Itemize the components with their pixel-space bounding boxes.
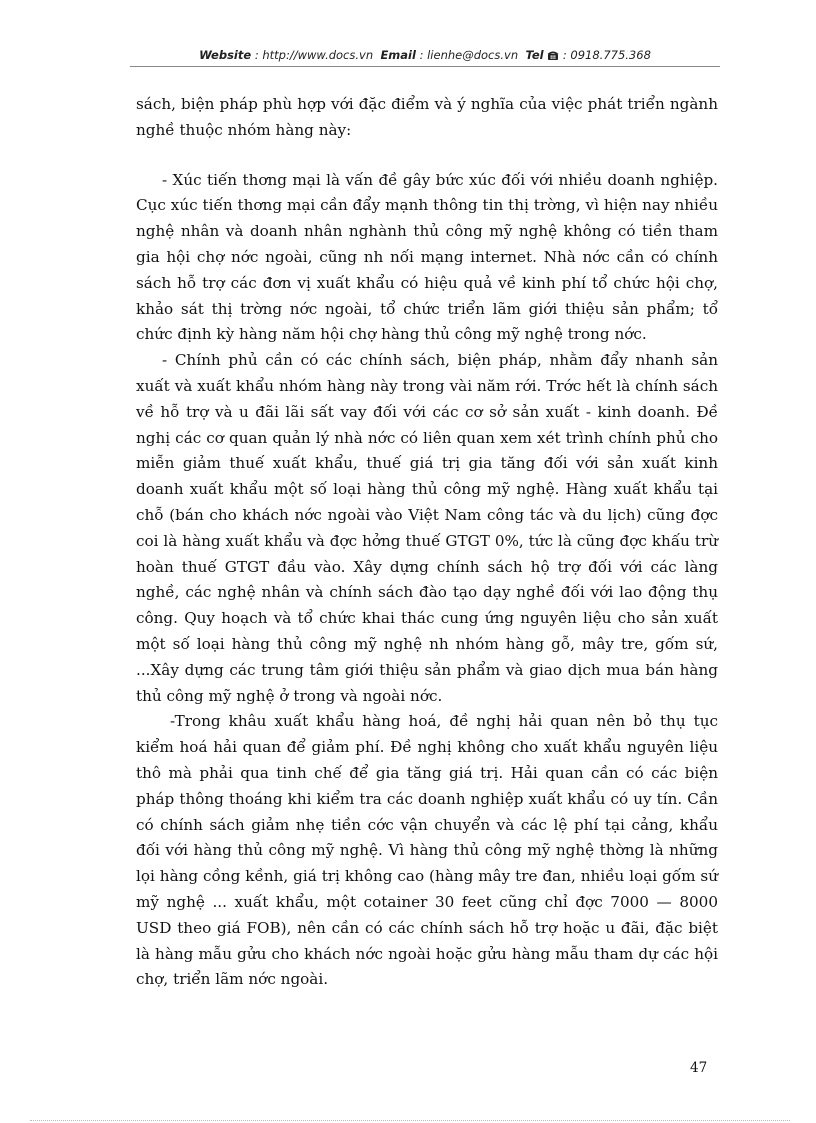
header-divider <box>130 66 720 67</box>
website-label: Website <box>199 48 252 62</box>
paragraph-customs-export: -Trong khâu xuất khẩu hàng hoá, đề nghị hải quan nên bỏ thụ tục kiểm hoá hải quan để giảm phí. Đề nghị không cho xuất khẩu nguyên liệu thô mà phải qua tinh chế để gia tăng giá trị. Hải quan cần có các biện pháp thông thoáng khi kiểm tra các doanh nghiệp xuất khẩu có uy tín. Cần có chính sách giảm nhẹ tiền cớc vận chuyển và các lệ phí tại cảng, khẩu đối với hàng thủ công mỹ nghệ. Vì hàng thủ công mỹ nghệ thờng là những lọi hàng cồng kềnh, giá trị không cao (hàng mây tre đan, nhiều loại gốm sứ mỹ nghệ ... xuất khẩu, một cotainer 30 feet cũng chỉ đợc 7000 — 8000 USD theo giá FOB), nên cần có các chính sách hỗ trợ hoặc u đãi, đặc biệt là hàng mẫu gửu cho khách nớc ngoài hoặc gửu hàng mẫu tham dự các hội chợ, triển lãm nớc ngoài. <box>136 712 718 989</box>
page-number: 47 <box>690 1060 708 1076</box>
tel-label: Tel <box>525 48 544 62</box>
footer-divider <box>30 1120 790 1121</box>
paragraph-trade-promotion: - Xúc tiến thơng mại là vấn đề gây bức xúc đối với nhiều doanh nghiệp. Cục xúc tiến thơng mại cần đẩy mạnh thông tin thị trờng, vì hiện nay nhiều nghệ nhân và doanh nhân nghành thủ công mỹ nghệ không có tiền tham gia hội chợ nớc ngoài, cũng nh nối mạng internet. Nhà nớc cần có chính sách hỗ trợ các đơn vị xuất khẩu có hiệu quả về kinh phí tổ chức hội chợ, khảo sát thị trờng nớc ngoài, tổ chức triển lãm giới thiệu sản phẩm; tổ chức định kỳ hàng năm hội chợ hàng thủ công mỹ nghệ trong nớc. <box>136 170 718 344</box>
page-header <box>130 48 720 64</box>
phone-icon <box>547 50 559 64</box>
email-label: Email <box>380 48 416 62</box>
website-value: : http://www.docs.vn <box>254 48 374 62</box>
document-body <box>136 92 718 993</box>
email-value: : lienhe@docs.vn <box>419 48 519 62</box>
paragraph-government-policy: - Chính phủ cần có các chính sách, biện pháp, nhằm đẩy nhanh sản xuất và xuất khẩu nhóm hàng này trong vài năm rới. Trớc hết là chính sách về hỗ trợ và u đãi lãi sất vay đối với các cơ sở sản xuất - kinh doanh. Đề nghị các cơ quan quản lý nhà nớc có liên quan xem xét trình chính phủ cho miễn giảm thuế xuất khẩu, thuế giá trị gia tăng đối với sản xuất kinh doanh xuất khẩu một số loại hàng thủ công mỹ nghệ. Hàng xuất khẩu tại chỗ (bán cho khách nớc ngoài vào Việt Nam công tác và du lịch) cũng đợc coi là hàng xuất khẩu và đợc hởng thuế GTGT 0%, tức là cũng đợc khấu trừ hoàn thuế GTGT đầu vào. Xây dựng chính sách hộ trợ đối với các làng nghề, các nghệ nhân và chính sách đào tạo dạy nghề đối với lao động thụ công. Quy hoạch và tổ chức khai thác cung ứng nguyên liệu cho sản xuất một số loại hàng thủ công mỹ nghệ nh nhóm hàng gỗ, mây tre, gốm sứ, ...Xây dựng các trung tâm giới thiệu sản phẩm và giao dịch mua bán hàng thủ công mỹ nghệ ở trong và ngoài nớc. <box>136 351 718 705</box>
tel-value: : 0918.775.368 <box>562 48 651 62</box>
intro-paragraph: sách, biện pháp phù hợp với đặc điểm và ý nghĩa của việc phát triển ngành nghề thuộc nhóm hàng này: <box>136 95 718 139</box>
